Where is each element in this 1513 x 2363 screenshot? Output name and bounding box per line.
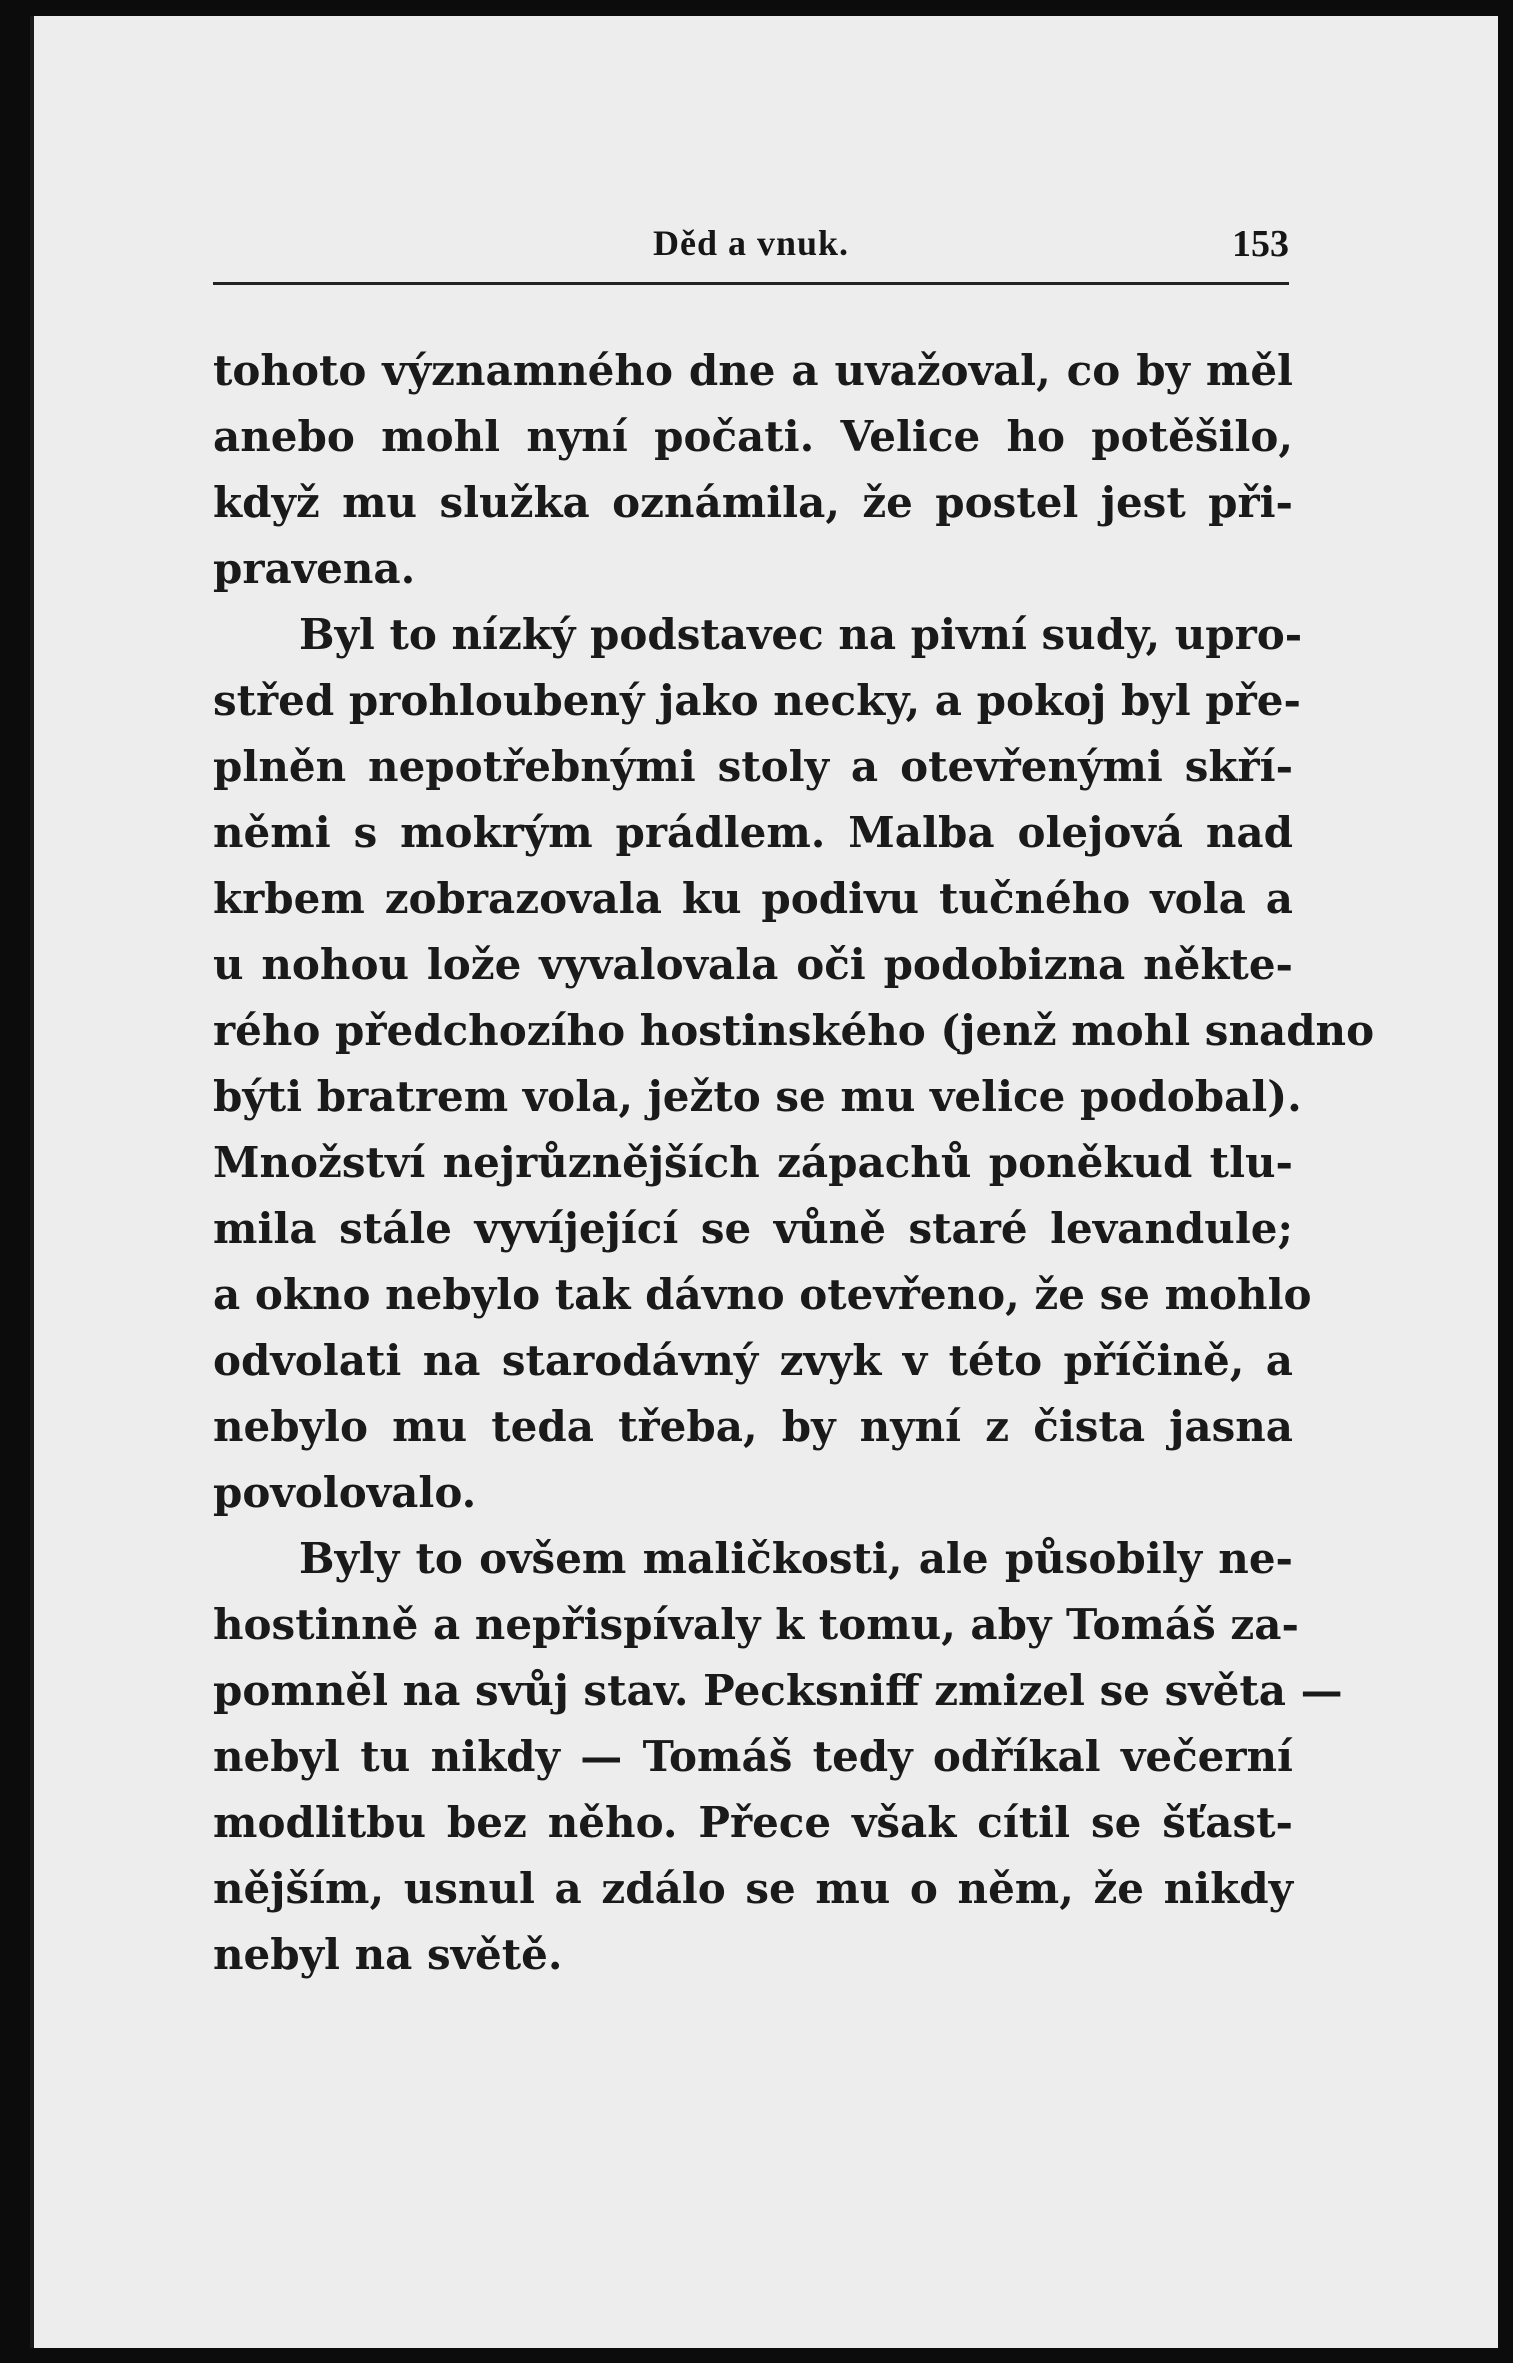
running-title: Děd a vnuk. bbox=[652, 223, 850, 263]
text-line: pravena. bbox=[213, 544, 416, 593]
text-line: mila stále vyvíjející se vůně staré levandule; bbox=[213, 1204, 1293, 1253]
page-number: 153 bbox=[1232, 223, 1289, 265]
text-line: pomněl na svůj stav. Pecksniff zmizel se světa — bbox=[213, 1666, 1343, 1715]
text-line: hostinně a nepřispívaly k tomu, aby Tomáš za- bbox=[213, 1600, 1299, 1649]
text-line: nějším, usnul a zdálo se mu o něm, že nikdy bbox=[213, 1864, 1293, 1913]
text-line: když mu služka oznámila, že postel jest při- bbox=[213, 478, 1293, 527]
text-line: býti bratrem vola, ježto se mu velice podobal). bbox=[213, 1072, 1302, 1121]
text-line: modlitbu bez něho. Přece však cítil se šťast- bbox=[213, 1798, 1293, 1847]
text-line: nebyl tu nikdy — Tomáš tedy odříkal večerní bbox=[213, 1732, 1293, 1781]
page-header bbox=[213, 212, 1289, 285]
text-line: plněn nepotřebnými stoly a otevřenými skří- bbox=[213, 742, 1293, 791]
text-line: nebylo mu teda třeba, by nyní z čista jasna bbox=[213, 1402, 1293, 1451]
body-text bbox=[213, 338, 1375, 1988]
text-line: odvolati na starodávný zvyk v této příčině, a bbox=[213, 1336, 1293, 1385]
text-line: a okno nebylo tak dávno otevřeno, že se mohlo bbox=[213, 1270, 1312, 1319]
book-page bbox=[30, 16, 1498, 2348]
text-line: tohoto významného dne a uvažoval, co by měl bbox=[213, 346, 1293, 395]
text-line: střed prohloubený jako necky, a pokoj byl pře- bbox=[213, 676, 1301, 725]
page-binding-edge bbox=[30, 16, 34, 2348]
text-line: Množství nejrůznějších zápachů poněkud tlu- bbox=[213, 1138, 1293, 1187]
text-line: krbem zobrazovala ku podivu tučného vola a bbox=[213, 874, 1293, 923]
text-line: nebyl na světě. bbox=[213, 1930, 563, 1979]
text-line: povolovalo. bbox=[213, 1468, 477, 1517]
text-line: Byly to ovšem maličkosti, ale působily ne- bbox=[299, 1534, 1293, 1583]
text-line: Byl to nízký podstavec na pivní sudy, upro- bbox=[299, 610, 1303, 659]
text-line: u nohou lože vyvalovala oči podobizna někte- bbox=[213, 940, 1293, 989]
text-line: němi s mokrým prádlem. Malba olejová nad bbox=[213, 808, 1293, 857]
text-line: rého předchozího hostinského (jenž mohl snadno bbox=[213, 1006, 1375, 1055]
text-line: anebo mohl nyní počati. Velice ho potěšilo, bbox=[213, 412, 1293, 461]
